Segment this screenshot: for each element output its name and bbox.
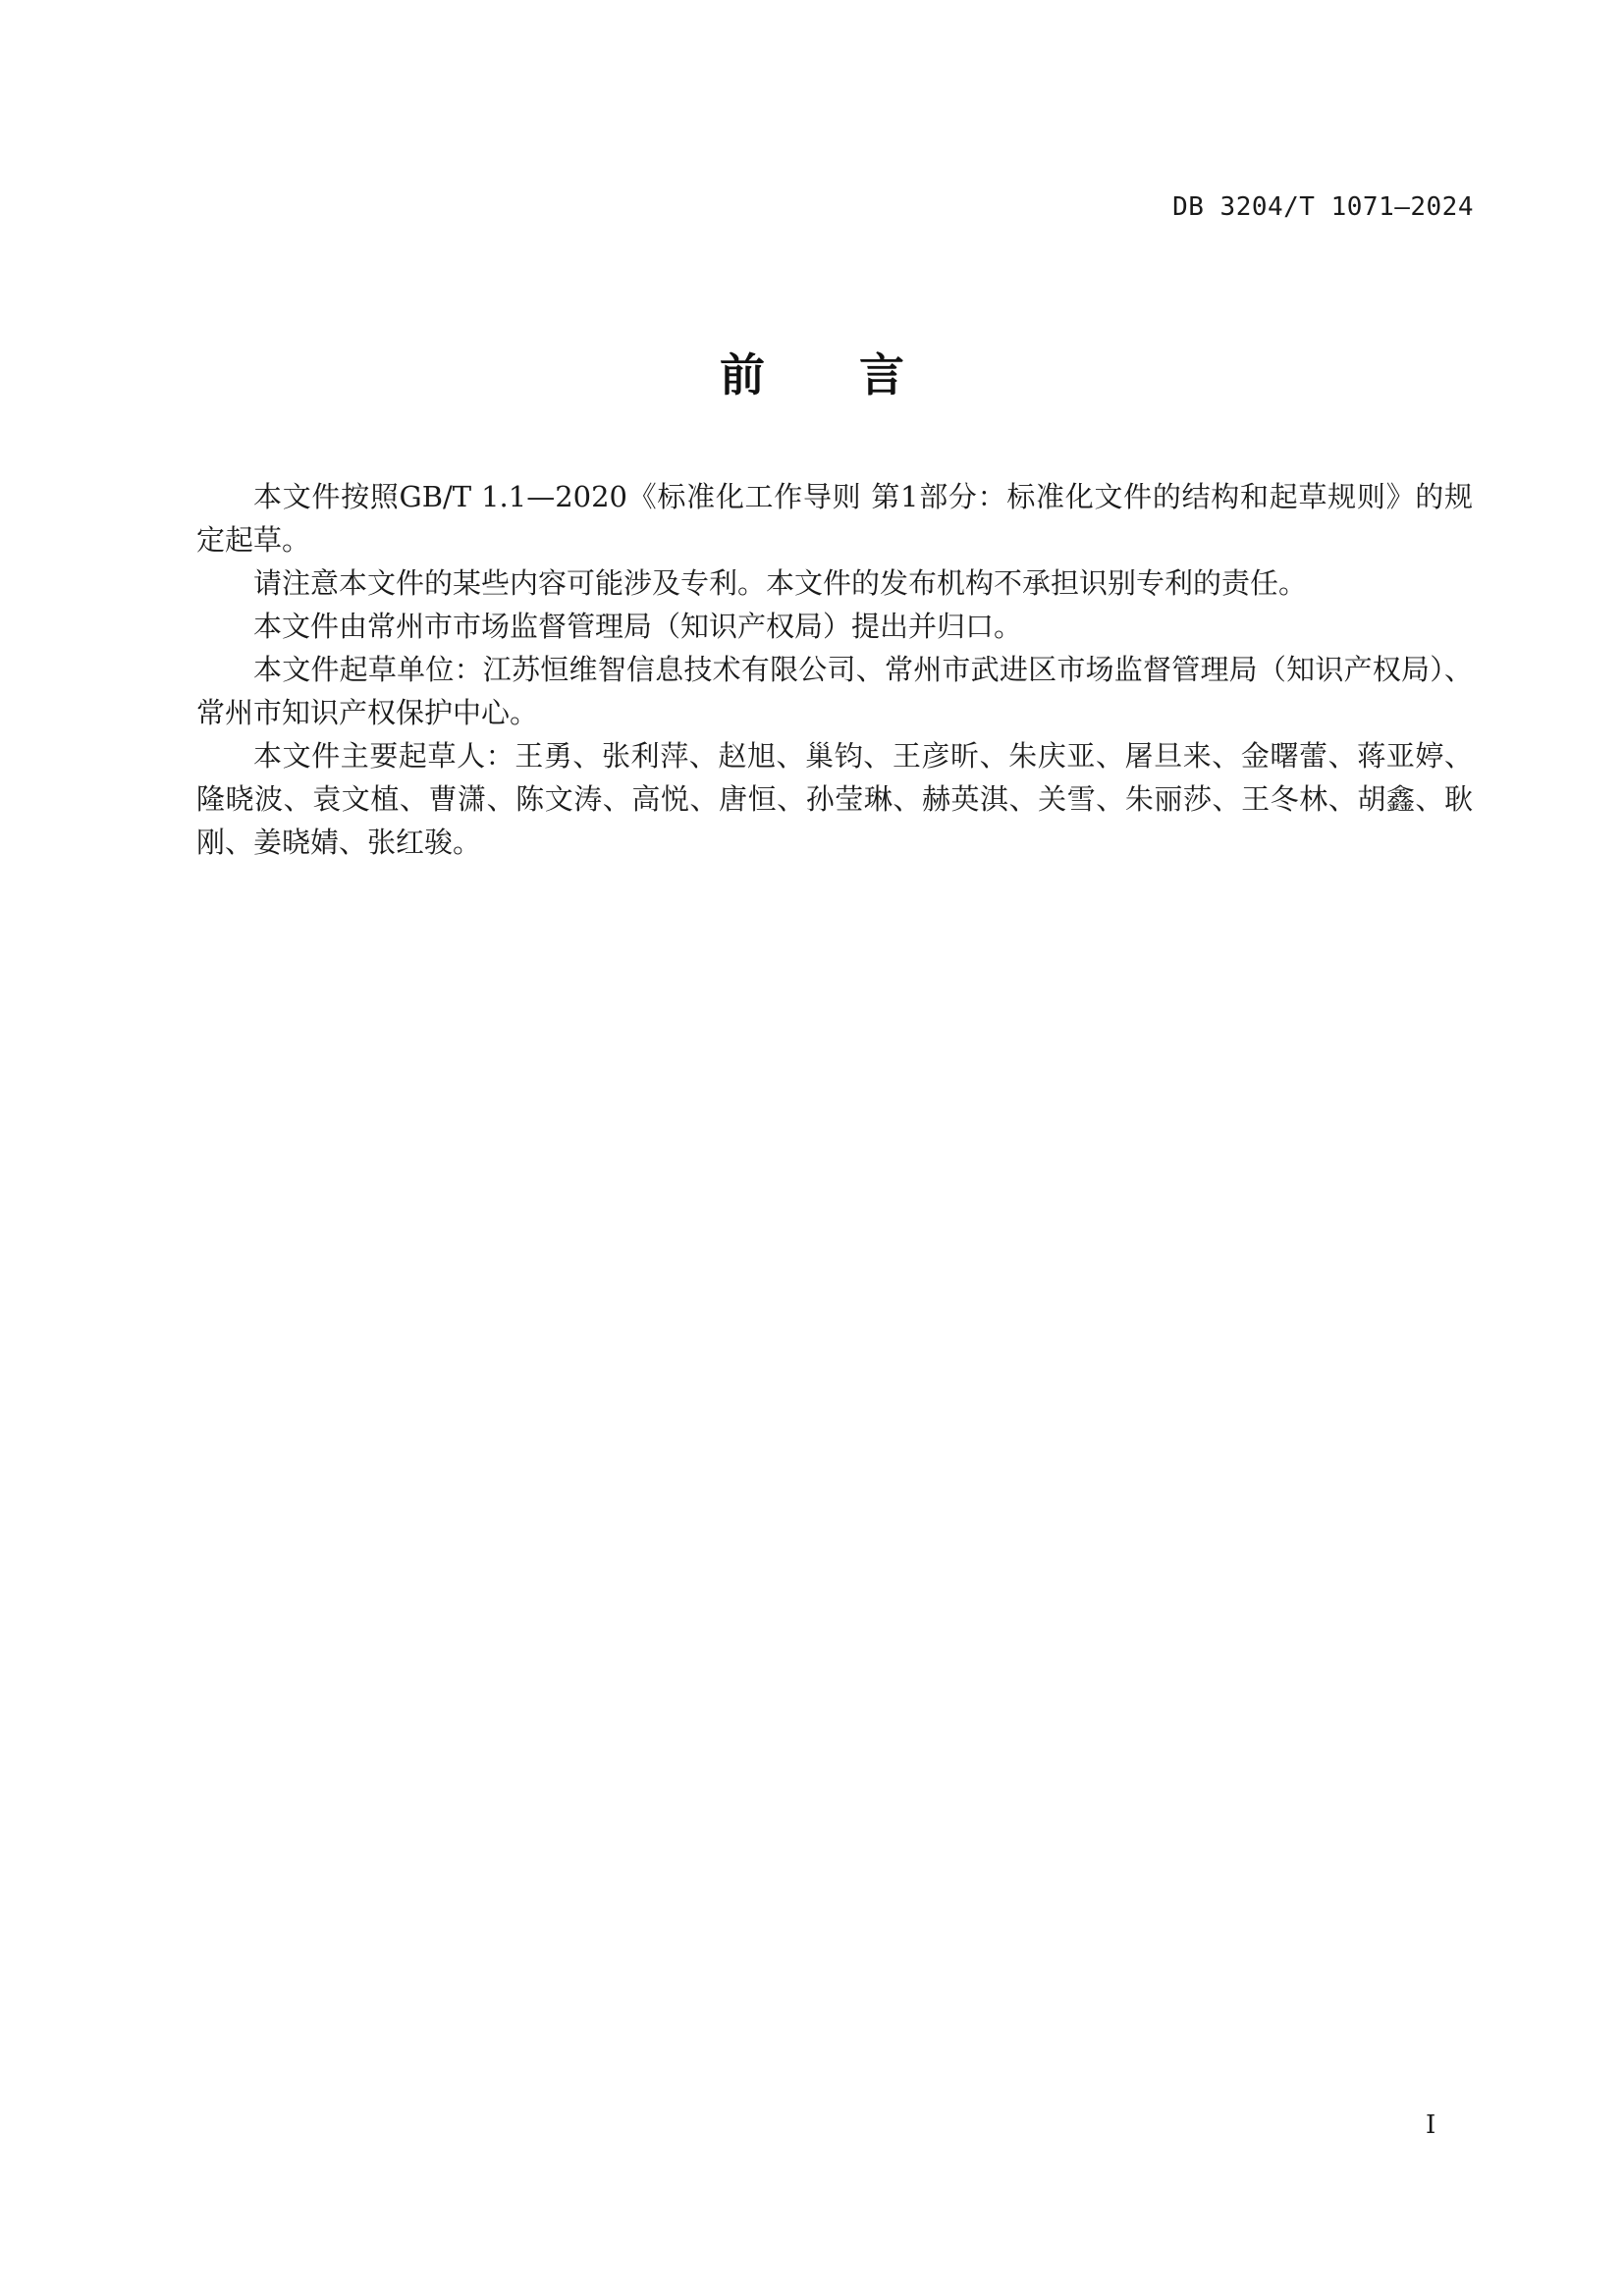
foreword-body [196, 475, 1473, 864]
page-number: I [1426, 2110, 1436, 2140]
section-title: 前言 [720, 348, 999, 401]
document-code: DB 3204/T 1071—2024 [1172, 192, 1474, 222]
paragraph-drafting-rules: 本文件按照GB/T 1.1—2020《标准化工作导则 第1部分：标准化文件的结构和起草规则》的规定起草。 [196, 480, 1473, 557]
paragraph-patent-notice: 请注意本文件的某些内容可能涉及专利。本文件的发布机构不承担识别专利的责任。 [253, 566, 1308, 600]
paragraph-drafting-units: 本文件起草单位：江苏恒维智信息技术有限公司、常州市武进区市场监督管理局（知识产权局）、常州市知识产权保护中心。 [196, 653, 1473, 729]
paragraph-proposer: 本文件由常州市市场监督管理局（知识产权局）提出并归口。 [253, 610, 1023, 643]
paragraph-drafters: 本文件主要起草人：王勇、张利萍、赵旭、巢钧、王彦昕、朱庆亚、屠旦来、金曙蕾、蒋亚婷、隆晓波、袁文植、曹潇、陈文涛、高悦、唐恒、孙莹琳、赫英淇、关雪、朱丽莎、王冬林、胡鑫、耿刚、姜晓婧、张红骏。 [196, 739, 1473, 859]
